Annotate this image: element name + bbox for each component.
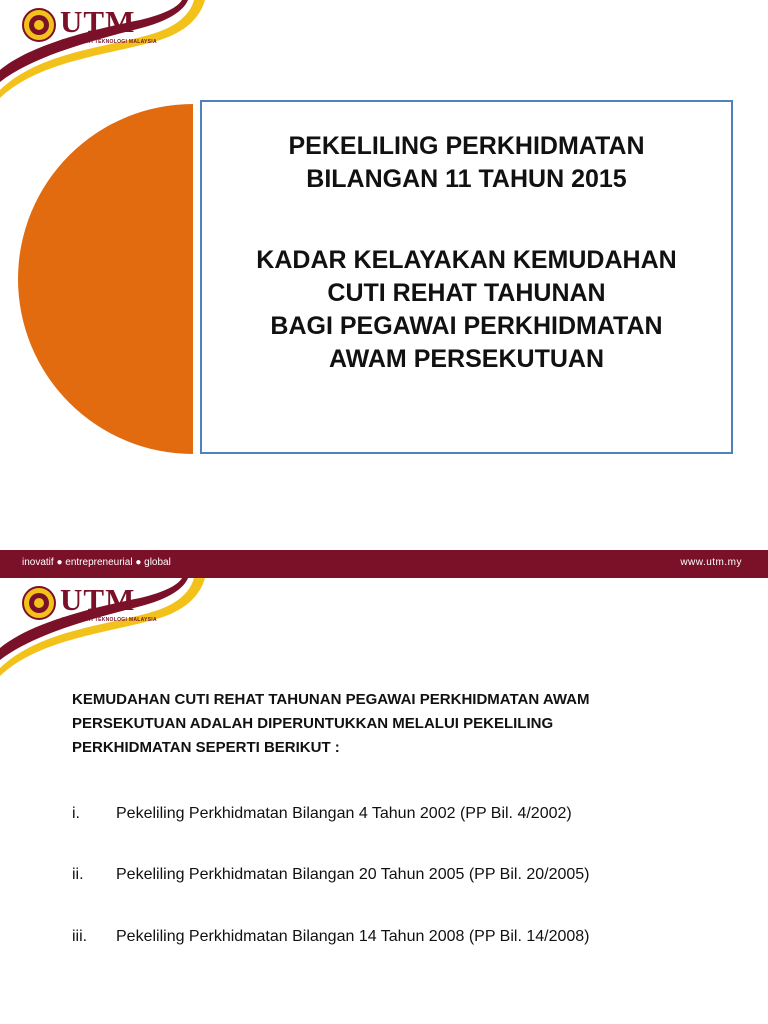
subtitle-line: AWAM PERSEKUTUAN [328, 345, 604, 373]
website-link[interactable]: www.utm.my [680, 557, 742, 568]
footer-bar [0, 550, 768, 578]
intro-line: PERSEKUTUAN ADALAH DIPERUNTUKKAN MELALUI PEKELILING [72, 715, 554, 732]
list-text: Pekeliling Perkhidmatan Bilangan 14 Tahun 2008 (PP Bil. 14/2008) [116, 928, 590, 945]
list-number: ii. [72, 866, 84, 883]
list-number: iii. [72, 928, 88, 945]
subtitle-line: KADAR KELAYAKAN KEMUDAHAN [256, 246, 677, 274]
list-text: Pekeliling Perkhidmatan Bilangan 4 Tahun 2002 (PP Bil. 4/2002) [116, 805, 572, 822]
intro-line: KEMUDAHAN CUTI REHAT TAHUNAN PEGAWAI PERKHIDMATAN AWAM [72, 691, 590, 708]
tagline: inovatif ● entrepreneurial ● global [22, 557, 171, 568]
utm-seal-icon [22, 586, 56, 620]
title-line-2: BILANGAN 11 TAHUN 2015 [306, 165, 627, 193]
subtitle-line: CUTI REHAT TAHUNAN [327, 279, 606, 307]
logo-subtext: UNIVERSITI TEKNOLOGI MALAYSIA [62, 39, 157, 45]
logo-subtext: UNIVERSITI TEKNOLOGI MALAYSIA [62, 617, 157, 623]
title-box [200, 100, 733, 454]
list-text: Pekeliling Perkhidmatan Bilangan 20 Tahun 2005 (PP Bil. 20/2005) [116, 866, 590, 883]
logo-wordmark: UTM [60, 582, 136, 617]
main-title [202, 130, 731, 196]
intro-paragraph [72, 688, 722, 760]
logo-wordmark: UTM [60, 4, 136, 39]
subtitle-line: BAGI PEGAWAI PERKHIDMATAN [270, 312, 663, 340]
utm-seal-icon [22, 8, 56, 42]
title-line-1: PEKELILING PERKHIDMATAN [288, 132, 645, 160]
subtitle [202, 244, 731, 376]
intro-line: PERKHIDMATAN SEPERTI BERIKUT : [72, 739, 340, 756]
list-number: i. [72, 805, 80, 822]
slide-2 [0, 578, 768, 1024]
